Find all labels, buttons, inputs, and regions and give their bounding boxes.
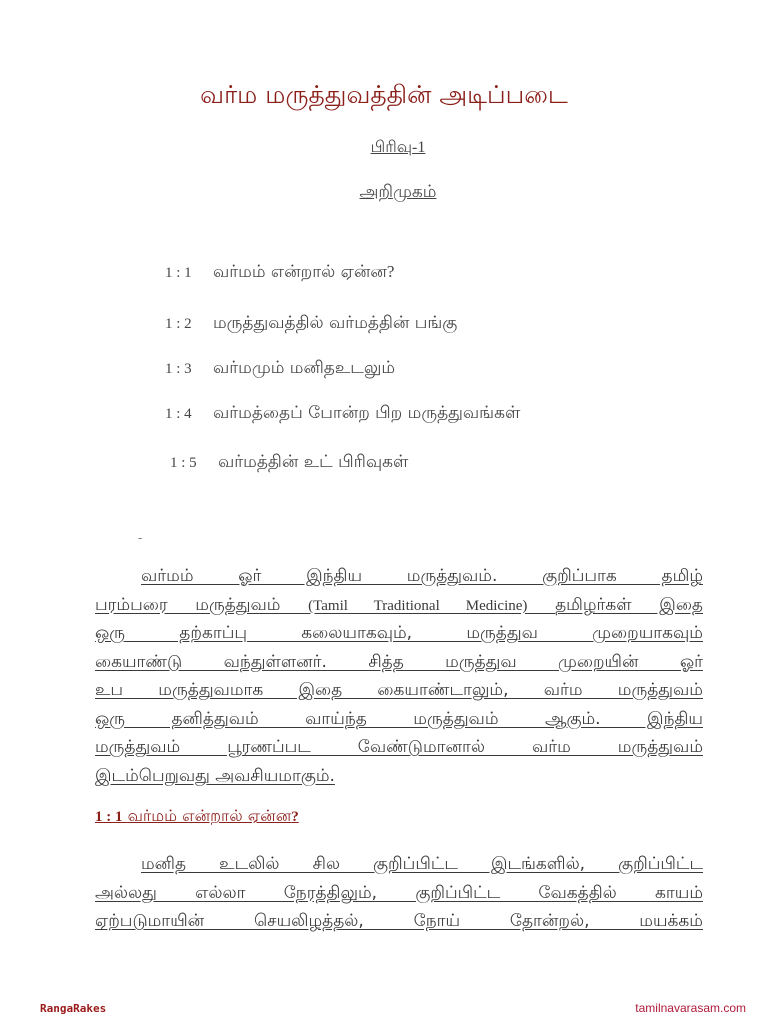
toc-text: வர்மமும் மனிதஉடலும் (213, 358, 396, 378)
paragraph-line: வர்மம் ஓர் இந்திய மருத்துவம். குறிப்பாக தமிழ் (141, 566, 703, 586)
footer-author: RangaRakes (40, 1002, 107, 1015)
toc-text: வர்மத்தைப் போன்ற பிற மருத்துவங்கள் (213, 403, 521, 423)
toc-suffix: ? (386, 262, 395, 281)
english-term: (Tamil Traditional Medicine) (308, 597, 528, 614)
part-number: -1 (412, 139, 426, 156)
section-number: 1 : 1 (95, 809, 123, 825)
definition-paragraph (95, 850, 703, 936)
part-label: பிரிவு (370, 137, 413, 156)
paragraph-line: கையாண்டு வந்துள்ளனர். சித்த மருத்துவ முறையின் ஓர் (95, 651, 703, 672)
intro-paragraph (95, 562, 703, 790)
section-suffix: ? (291, 809, 299, 825)
toc-number: 1 : 5 (170, 455, 197, 471)
toc-text: வர்மம் என்றால் ஏன்ன (213, 262, 387, 282)
line-text: பரம்பரை மருத்துவம் (95, 594, 281, 615)
footer-website[interactable]: tamilnavarasam.com (635, 1001, 746, 1015)
toc-item-5 (170, 452, 408, 474)
toc-item-4 (165, 403, 520, 425)
toc-text: வர்மத்தின் உட் பிரிவுகள் (218, 452, 409, 472)
toc-number: 1 : 2 (165, 316, 192, 332)
paragraph-line: உப மருத்துவமாக இதை கையாண்டாலும், வர்ம மருத்துவம் (95, 680, 703, 700)
toc-number: 1 : 4 (165, 406, 192, 422)
paragraph-line: ஒரு தற்காப்பு கலையாகவும், மருத்துவ முறையாகவும் (95, 623, 703, 643)
toc-item-1 (165, 262, 394, 284)
paragraph-line: அல்லது எல்லா நேரத்திலும், குறிப்பிட்ட வேகத்தில் காயம் (95, 882, 703, 903)
part-heading (0, 137, 768, 158)
section-heading (95, 806, 299, 827)
toc-text: மருத்துவத்தில் வர்மத்தின் பங்கு (213, 313, 458, 333)
toc-number: 1 : 1 (165, 265, 192, 281)
line-text: தமிழர்கள் இதை (555, 594, 703, 615)
toc-number: 1 : 3 (165, 361, 192, 377)
paragraph-line: இடம்பெறுவது அவசியமாகும். (95, 765, 335, 786)
section-text: வர்மம் என்றால் ஏன்ன (127, 806, 292, 825)
introduction-heading: அறிமுகம் (359, 182, 437, 202)
paragraph-line: மருத்துவம் பூரணப்பட வேண்டுமானால் வர்ம மருத்துவம் (95, 737, 703, 757)
paragraph-line: ஒரு தனித்துவம் வாய்ந்த மருத்துவம் ஆகும். இந்திய (95, 708, 703, 729)
paragraph-line: மனித உடலில் சில குறிப்பிட்ட இடங்களில், குறிப்பிட்ட (141, 854, 703, 874)
paragraph-line (95, 591, 703, 620)
document-title: வர்ம மருத்துவத்தின் அடிப்படை (200, 80, 568, 109)
paragraph-line: ஏற்படுமாயின் செயலிழத்தல், நோய் தோன்றல், மயக்கம் (95, 911, 703, 931)
toc-item-3 (165, 358, 395, 380)
toc-item-2 (165, 313, 457, 335)
separator-dash: - (138, 531, 143, 545)
